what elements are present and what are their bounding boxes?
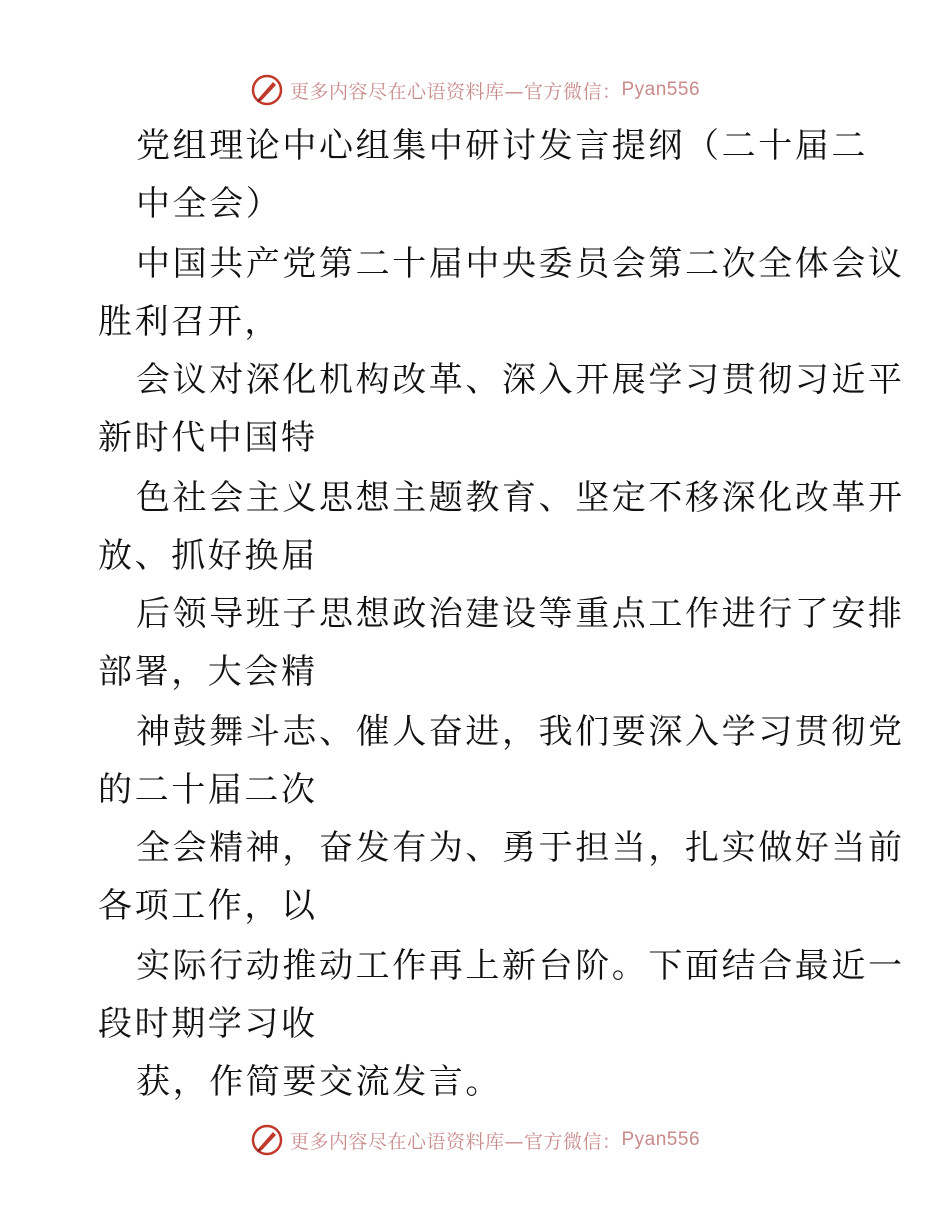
watermark-text: 更多内容尽在心语资料库—官方微信：	[289, 1130, 622, 1153]
body-line-13: 实际行动推动工作再上新台阶。下面结合最近一	[136, 946, 905, 986]
body-line-7: 后领导班子思想政治建设等重点工作进行了安排	[136, 594, 905, 634]
body-line-11: 全会精神，奋发有为、勇于担当，扎实做好当前	[136, 828, 905, 868]
header-watermark	[0, 70, 950, 110]
body-line-2: 胜利召开，	[98, 302, 281, 342]
body-line-12: 各项工作，以	[98, 886, 318, 926]
body-line-15: 获，作简要交流发言。	[136, 1062, 502, 1102]
body-line-10: 的二十届二次	[98, 770, 318, 810]
body-line-3: 会议对深化机构改革、深入开展学习贯彻习近平	[136, 360, 905, 400]
body-line-8: 部署，大会精	[98, 652, 318, 692]
title-line-2: 中全会）	[136, 184, 283, 224]
pen-logo-icon	[250, 73, 284, 107]
pen-logo-icon	[250, 1123, 284, 1157]
body-line-1: 中国共产党第二十届中央委员会第二次全体会议	[136, 244, 905, 284]
title-line-1: 党组理论中心组集中研讨发言提纲（二十届二	[136, 126, 868, 166]
body-line-5: 色社会主义思想主题教育、坚定不移深化改革开	[136, 478, 905, 518]
body-line-4: 新时代中国特	[98, 418, 318, 458]
body-line-6: 放、抓好换届	[98, 536, 318, 576]
body-line-9: 神鼓舞斗志、催人奋进，我们要深入学习贯彻党	[136, 712, 905, 752]
watermark-id: Pyan556	[621, 79, 701, 100]
watermark-text: 更多内容尽在心语资料库—官方微信：	[289, 80, 622, 103]
watermark-id: Pyan556	[621, 1129, 701, 1150]
footer-watermark	[0, 1120, 950, 1160]
body-line-14: 段时期学习收	[98, 1004, 318, 1044]
